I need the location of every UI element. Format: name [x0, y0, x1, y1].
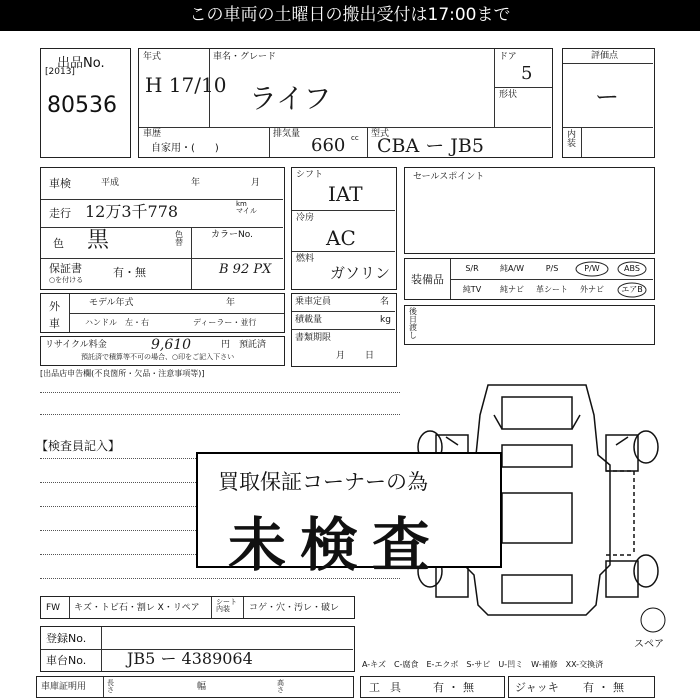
ac-value: AC	[326, 226, 356, 250]
displacement-unit: cc	[351, 134, 359, 142]
color-value: 黒	[87, 228, 110, 253]
equip-ps: P/S	[545, 264, 559, 273]
top-banner: この車両の土曜日の搬出受付は17:00まで	[0, 0, 700, 31]
stamp-line2: 未検査	[228, 511, 445, 579]
equip-sr: S/R	[465, 264, 479, 273]
load-label: 積載量	[295, 315, 323, 325]
color-no-value: B 92 PX	[219, 262, 272, 277]
lot-year: [2013]	[45, 67, 75, 77]
equipment-box	[404, 258, 655, 300]
rear-label: 後日渡し	[409, 307, 417, 340]
equip-tv: 純TV	[462, 285, 482, 294]
equip-abs: ABS	[624, 264, 640, 273]
score-box	[562, 48, 655, 158]
fuel-value: ガソリン	[330, 264, 391, 282]
recycle-value: 9,610	[151, 337, 192, 353]
recycle-box	[40, 336, 285, 366]
inspection-era: 平成	[101, 178, 120, 188]
sales-point-box	[404, 167, 655, 254]
equip-ext-navi: 外ナビ	[580, 285, 604, 294]
header-box	[138, 48, 553, 158]
warranty-options: 有・無	[113, 266, 146, 279]
shift-value: IAT	[328, 182, 363, 206]
color-swap: 色替	[175, 230, 183, 247]
cert-length: 長さ	[107, 679, 114, 694]
doc-label: 書類期限	[295, 333, 332, 343]
warranty-note: ○を付ける	[49, 276, 84, 284]
drive-box	[291, 167, 397, 290]
inspector-label: 【検査員記入】	[36, 439, 121, 453]
load-unit: kg	[380, 315, 391, 325]
doc-unit: 月日	[336, 351, 395, 361]
equipment-label: 装備品	[411, 273, 444, 286]
mileage-label: 走行	[49, 207, 71, 220]
jack-box	[508, 676, 655, 698]
car-name-label: 車名・グレード	[213, 52, 277, 62]
handle-label: ハンドル 左・右	[85, 318, 149, 327]
uninspected-stamp	[196, 452, 502, 579]
inspection-month: 月	[251, 178, 261, 188]
color-label: 色	[53, 237, 64, 250]
mileage-unit: km マイル	[236, 200, 257, 215]
fw-label: FW	[46, 603, 61, 613]
recycle-note: 預託済で積算等不可の場合、○印をご記入下さい	[81, 353, 235, 361]
spare-label: スペア	[634, 639, 664, 650]
shape-label: 形状	[499, 90, 518, 100]
shift-label: シフト	[296, 170, 324, 180]
ac-label: 冷房	[296, 213, 315, 223]
lot-label: 出品No.	[57, 56, 105, 71]
foreign-box	[40, 293, 285, 333]
capacity-box	[291, 293, 397, 367]
warranty-label: 保証書	[49, 262, 82, 275]
inspection-label: 車検	[49, 177, 71, 190]
registration-box	[40, 626, 355, 672]
model-year-unit: 年	[226, 298, 236, 308]
dealer-label: ディーラー・並行	[193, 318, 257, 327]
color-no-label: カラーNo.	[211, 230, 253, 240]
inspection-year: 年	[191, 178, 201, 188]
equip-alloy-wheels: 純A/W	[499, 264, 525, 273]
rear-box	[404, 305, 655, 345]
damage-legend: A-キズ C-腐食 E-エクボ S-サビ U-凹ミ W-補修 XX-交換済	[362, 660, 604, 669]
history-value: 自家用・( )	[151, 143, 219, 154]
reg-label: 登録No.	[46, 632, 87, 645]
year-value: H 17/10	[145, 73, 227, 97]
seat-label: シート 内装	[216, 598, 237, 613]
model-label: 型式	[371, 129, 390, 139]
stamp-line1: 買取保証コーナーの為	[218, 470, 428, 494]
lot-number-box	[40, 48, 131, 158]
chassis-value: JB5 ー 4389064	[127, 649, 253, 668]
doors-label: ドア	[499, 52, 517, 62]
cert-label: 車庫証明用	[41, 682, 87, 692]
recycle-unit: 円 預託済	[221, 340, 267, 350]
declaration-label: [出品店申告欄(不良箇所・欠品・注意事項等)]	[40, 369, 205, 378]
cert-box	[36, 676, 354, 698]
fw-text: キズ・トビ石・割レ X・リペア	[74, 603, 200, 613]
cert-width: 幅	[197, 682, 207, 692]
details-box	[40, 167, 285, 290]
tools-box	[360, 676, 505, 698]
interior-label: 内装	[567, 130, 577, 149]
capacity-unit: 名	[380, 297, 390, 307]
equip-leather: 革シート	[536, 285, 568, 294]
equip-pw: P/W	[584, 264, 600, 273]
jack-options: 有・無	[583, 681, 628, 694]
displacement-value: 660	[311, 135, 346, 156]
fuel-label: 燃料	[296, 254, 315, 264]
model-year-label: モデル年式	[89, 298, 134, 308]
outside-label: 外車	[49, 300, 60, 330]
lot-number: 80536	[47, 93, 117, 118]
tools-options: 有・無	[433, 681, 478, 694]
capacity-label: 乗車定員	[295, 297, 332, 307]
year-label: 年式	[143, 52, 162, 62]
score-value: ー	[595, 83, 619, 111]
cert-height: 高さ	[277, 679, 284, 694]
equipment-circle-marks	[405, 259, 656, 301]
score-label: 評価点	[591, 51, 619, 61]
displacement-label: 排気量	[273, 129, 301, 139]
model-value: CBA ー JB5	[377, 135, 484, 157]
sales-point-label: セールスポイント	[413, 172, 485, 182]
car-name-value: ライフ	[249, 82, 332, 115]
fw-row	[40, 596, 355, 619]
chassis-label: 車台No.	[46, 654, 87, 667]
doors-value: 5	[521, 63, 533, 84]
equip-navi: 純ナビ	[500, 285, 524, 294]
history-label: 車歴	[143, 129, 162, 139]
recycle-label: リサイクル料金	[45, 340, 107, 350]
seat-text: コゲ・穴・汚レ・破レ	[249, 603, 340, 613]
mileage-value: 12万3千778	[85, 202, 179, 221]
jack-label: ジャッキ	[515, 681, 559, 694]
tools-label: 工具	[369, 681, 411, 694]
equip-airbag: エアB	[621, 285, 643, 294]
